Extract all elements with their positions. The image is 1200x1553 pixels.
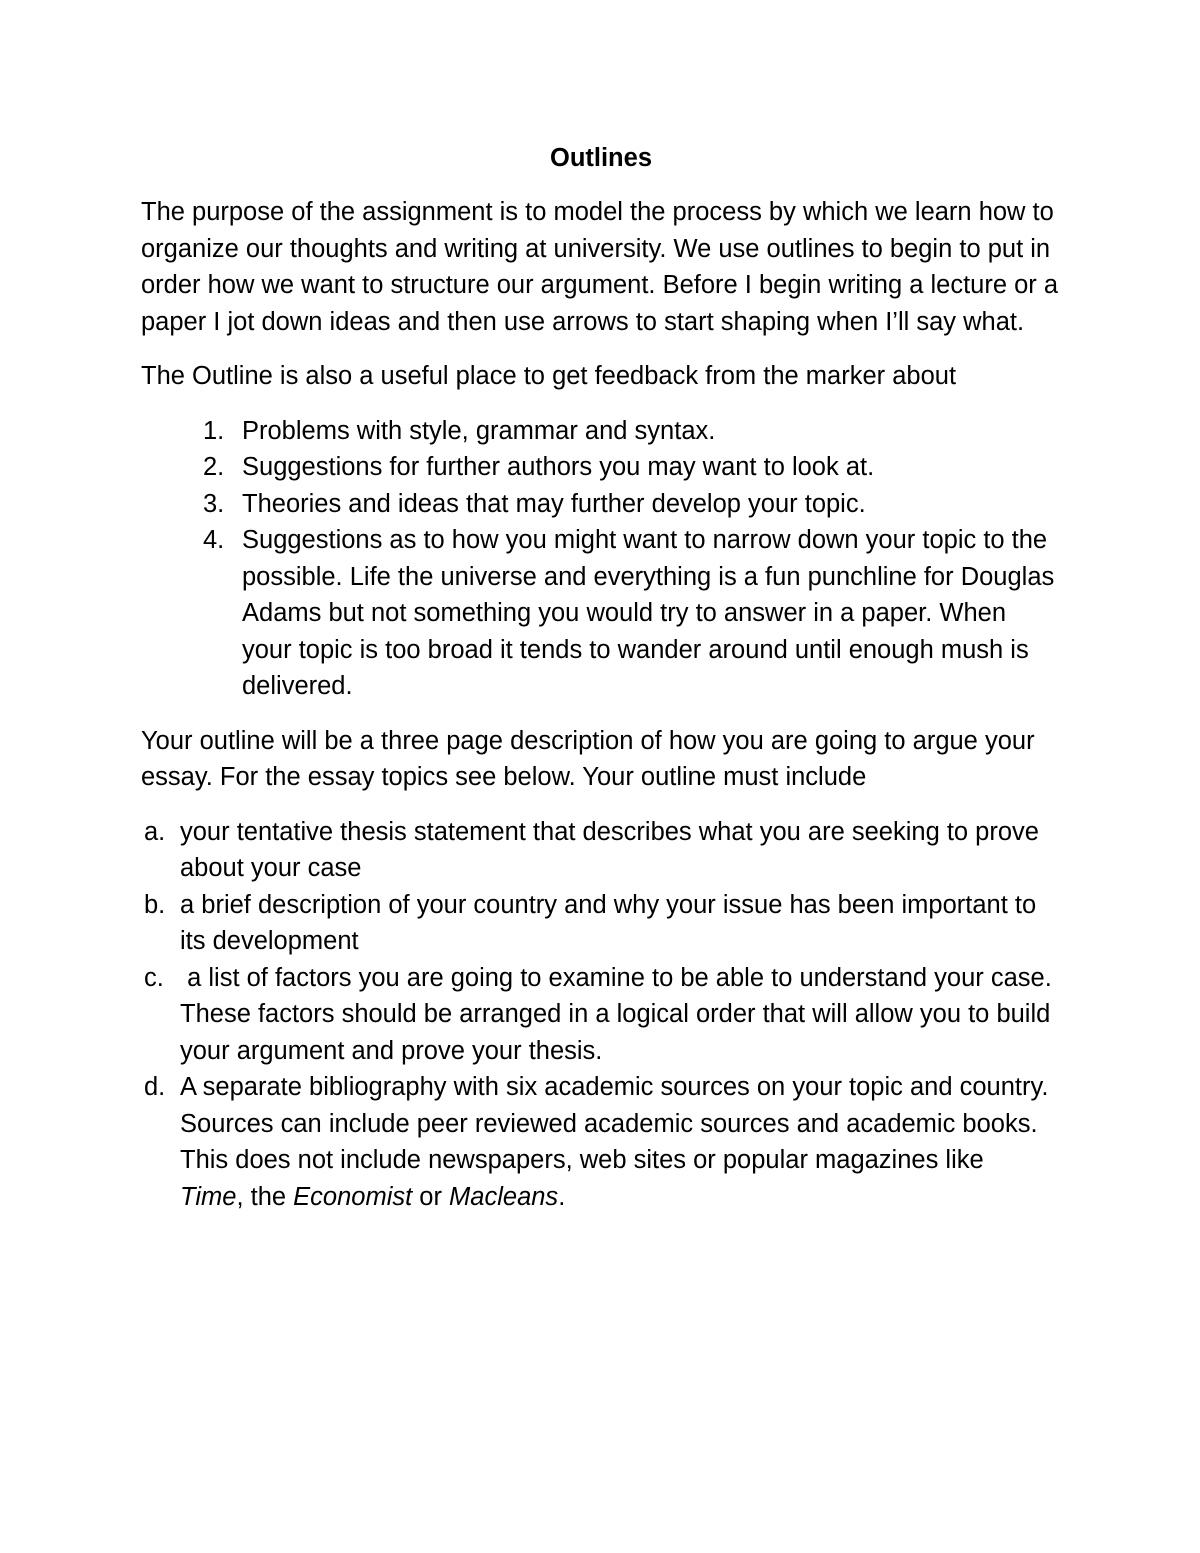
feedback-list-item [141,449,1061,486]
magazine-name-time: Time [180,1182,237,1211]
separator-text: , the [236,1182,294,1211]
requirements-list [141,814,1061,1216]
list-marker: d. [144,1073,166,1101]
requirement-list-item [141,960,1061,1070]
list-item-text: Suggestions as to how you might want to narrow down your topic to the possible. Life the universe and everything is a fun punchline for Douglas Adams but not something you would try to answer in a paper. When your topic is too broad it tends to wander around until enough mush is delivered. [242,526,1055,700]
feedback-intro-paragraph: The Outline is also a useful place to get feedback from the marker about [141,362,957,390]
bibliography-text: A separate bibliography with six academic sources on your topic and country. Sources can include peer reviewed academic sources and academic books. This does not include newspapers, web sites or popular magazines like [180,1073,1049,1174]
list-item-text: Problems with style, grammar and syntax. [242,416,716,445]
list-marker: 1. [203,416,225,445]
list-marker: a. [144,817,166,846]
list-marker: 2. [203,453,225,481]
list-item-text: your tentative thesis statement that describes what you are seeking to prove about your case [180,817,1039,882]
requirement-list-item [141,814,1061,887]
feedback-list-item [141,486,1061,523]
list-marker: 3. [203,489,225,518]
list-marker: b. [144,890,166,919]
feedback-list [141,413,1061,705]
feedback-list-item [141,522,1061,705]
requirement-list-item [141,1069,1061,1215]
magazine-name-economist: Economist [293,1182,413,1211]
intro-paragraph: The purpose of the assignment is to model the process by which we learn how to organize our thoughts and writing at university. We use outlines to begin to put in order how we want to structure our argument. Before I begin writing a lecture or a paper I jot down ideas and then use arrows to start shaping when I’ll say what. [141,198,1059,336]
list-item-text: a list of factors you are going to examine to be able to understand your case. These factors should be arranged in a logical order that will allow you to build your argument and prove your thesis. [180,963,1059,1065]
separator-text: or [412,1182,450,1211]
document-page [141,140,1061,1215]
page-title: Outlines [549,144,652,172]
feedback-list-item [141,413,1061,450]
list-marker: c. [144,963,164,992]
magazine-name-macleans: Macleans [449,1182,559,1211]
list-marker: 4. [203,526,225,554]
requirement-list-item [141,887,1061,960]
sentence-end: . [558,1182,566,1211]
list-item-text [180,1073,1048,1211]
outline-intro-paragraph: Your outline will be a three page description of how you are going to argue your essay. For the essay topics see below. Your outline must include [141,726,1035,791]
list-item-text: Theories and ideas that may further develop your topic. [242,489,866,518]
list-item-text: a brief description of your country and why your issue has been important to its development [180,890,1037,955]
list-item-text: Suggestions for further authors you may want to look at. [242,453,875,481]
